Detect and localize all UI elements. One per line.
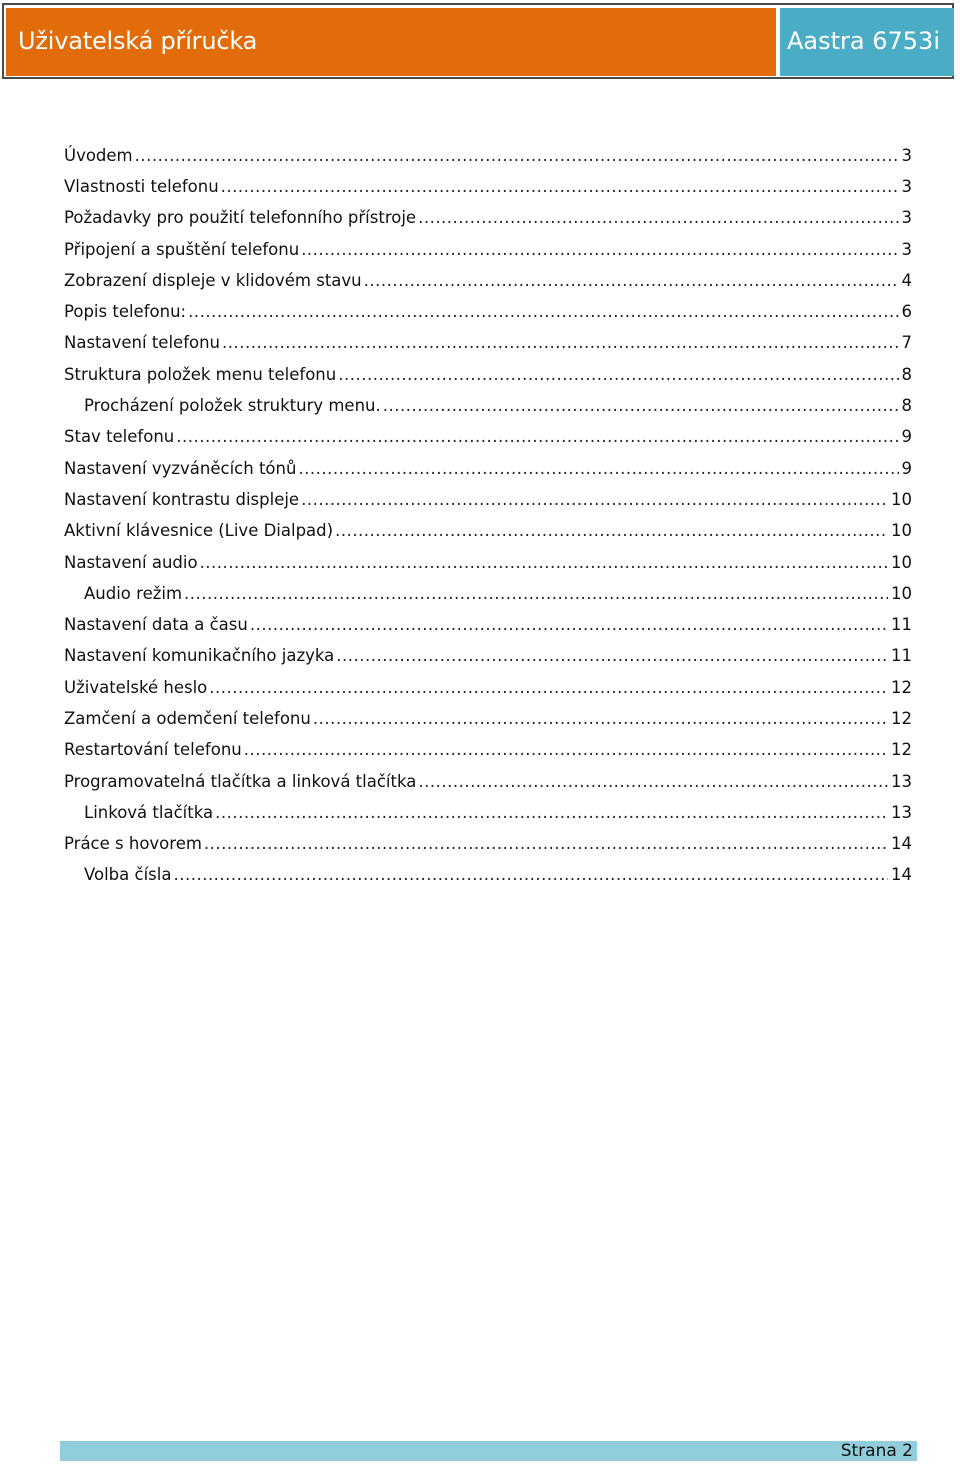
toc-entry[interactable]	[64, 359, 912, 390]
toc-entry[interactable]	[64, 797, 912, 828]
toc-dot-leader	[364, 271, 899, 291]
toc-entry-page: 14	[891, 865, 912, 885]
toc-entry-title: Nastavení data a času	[64, 615, 248, 635]
toc-dot-leader	[209, 678, 888, 698]
toc-entry[interactable]	[64, 578, 912, 609]
toc-entry-page: 11	[891, 615, 912, 635]
toc-entry[interactable]	[64, 453, 912, 484]
header-model-band	[780, 8, 954, 76]
toc-entry[interactable]	[64, 296, 912, 327]
toc-dot-leader	[200, 553, 888, 573]
toc-dot-leader	[250, 615, 888, 635]
toc-entry-page: 10	[891, 552, 912, 572]
toc-dot-leader	[221, 177, 899, 197]
toc-entry-title: Nastavení audio	[64, 552, 198, 572]
toc-entry[interactable]	[64, 328, 912, 359]
toc-dot-leader	[418, 208, 898, 228]
toc-entry-page: 9	[901, 458, 912, 478]
toc-entry-title: Nastavení kontrastu displeje	[64, 489, 300, 509]
toc-entry-page: 11	[891, 646, 912, 666]
toc-entry-page: 13	[891, 802, 912, 822]
device-model: Aastra 6753i	[787, 27, 940, 55]
toc-entry-page: 12	[891, 708, 912, 728]
toc-dot-leader	[204, 834, 888, 854]
toc-entry[interactable]	[64, 703, 912, 734]
toc-entry-page: 8	[901, 396, 912, 416]
toc-dot-leader	[215, 803, 888, 823]
page-header	[0, 0, 960, 82]
toc-dot-leader	[335, 521, 888, 541]
toc-entry-title: Programovatelná tlačítka a linková tlačítka	[64, 771, 417, 791]
toc-entry-title: Restartování telefonu	[64, 740, 242, 760]
toc-entry-title: Struktura položek menu telefonu	[64, 364, 337, 384]
toc-entry[interactable]	[64, 735, 912, 766]
toc-entry-title: Nastavení telefonu	[64, 333, 221, 353]
toc-dot-leader	[313, 709, 888, 729]
toc-entry-title: Zobrazení displeje v klidovém stavu	[64, 270, 362, 290]
toc-entry-title: Zamčení a odemčení telefonu	[64, 708, 311, 728]
toc-entry[interactable]	[64, 234, 912, 265]
toc-entry[interactable]	[64, 265, 912, 296]
toc-dot-leader	[298, 459, 898, 479]
toc-entry[interactable]	[64, 422, 912, 453]
toc-dot-leader	[184, 584, 888, 604]
toc-entry-title: Audio režim	[84, 583, 183, 603]
toc-entry-page: 13	[891, 771, 912, 791]
toc-entry-title: Linková tlačítka	[84, 802, 214, 822]
toc-entry[interactable]	[64, 766, 912, 797]
toc-entry-title: Vlastnosti telefonu	[64, 176, 219, 196]
toc-dot-leader	[301, 490, 888, 510]
toc-entry[interactable]	[64, 390, 912, 421]
toc-dot-leader	[188, 302, 898, 322]
toc-entry-page: 6	[901, 302, 912, 322]
toc-entry-page: 8	[901, 364, 912, 384]
toc-entry-page: 10	[891, 521, 912, 541]
toc-entry-title: Připojení a spuštění telefonu	[64, 239, 300, 259]
toc-entry-title: Nastavení komunikačního jazyka	[64, 646, 335, 666]
toc-entry-title: Stav telefonu	[64, 427, 175, 447]
toc-dot-leader	[383, 396, 899, 416]
toc-entry-page: 9	[901, 427, 912, 447]
toc-entry-page: 10	[891, 583, 912, 603]
toc-entry[interactable]	[64, 860, 912, 891]
toc-entry-page: 10	[891, 489, 912, 509]
toc-entry[interactable]	[64, 484, 912, 515]
toc-entry[interactable]	[64, 609, 912, 640]
footer-bar	[60, 1441, 917, 1461]
toc-entry[interactable]	[64, 203, 912, 234]
toc-entry[interactable]	[64, 672, 912, 703]
toc-dot-leader	[176, 427, 898, 447]
toc-entry-title: Uživatelské heslo	[64, 677, 208, 697]
document-title: Uživatelská příručka	[18, 27, 258, 55]
toc-entry-page: 14	[891, 834, 912, 854]
toc-entry-title: Aktivní klávesnice (Live Dialpad)	[64, 521, 334, 541]
toc-entry[interactable]	[64, 547, 912, 578]
toc-entry-page: 3	[901, 176, 912, 196]
toc-entry-page: 3	[901, 239, 912, 259]
toc-entry-title: Volba čísla	[84, 865, 172, 885]
toc-dot-leader	[173, 865, 888, 885]
toc-entry[interactable]	[64, 171, 912, 202]
toc-entry-page: 3	[901, 145, 912, 165]
toc-dot-leader	[336, 646, 888, 666]
toc-dot-leader	[135, 146, 899, 166]
toc-entry[interactable]	[64, 829, 912, 860]
toc-entry-title: Popis telefonu:	[64, 302, 187, 322]
toc-entry[interactable]	[64, 140, 912, 171]
toc-entry-page: 12	[891, 677, 912, 697]
toc-entry-page: 7	[901, 333, 912, 353]
toc-entry-page: 3	[901, 208, 912, 228]
toc-dot-leader	[301, 240, 898, 260]
toc-entry-page: 4	[901, 270, 912, 290]
toc-entry[interactable]	[64, 641, 912, 672]
header-title-band	[6, 8, 776, 76]
table-of-contents	[64, 140, 912, 891]
toc-dot-leader	[244, 740, 888, 760]
toc-dot-leader	[222, 333, 898, 353]
toc-entry[interactable]	[64, 516, 912, 547]
toc-entry-page: 12	[891, 740, 912, 760]
toc-entry-title: Práce s hovorem	[64, 834, 202, 854]
toc-entry-title: Úvodem	[64, 145, 133, 165]
toc-entry-title: Požadavky pro použití telefonního přístroje	[64, 208, 417, 228]
toc-dot-leader	[418, 772, 888, 792]
toc-entry-title: Procházení položek struktury menu.	[84, 396, 381, 416]
page-number: Strana 2	[840, 1441, 913, 1461]
toc-entry-title: Nastavení vyzváněcích tónů	[64, 458, 297, 478]
toc-dot-leader	[338, 365, 898, 385]
